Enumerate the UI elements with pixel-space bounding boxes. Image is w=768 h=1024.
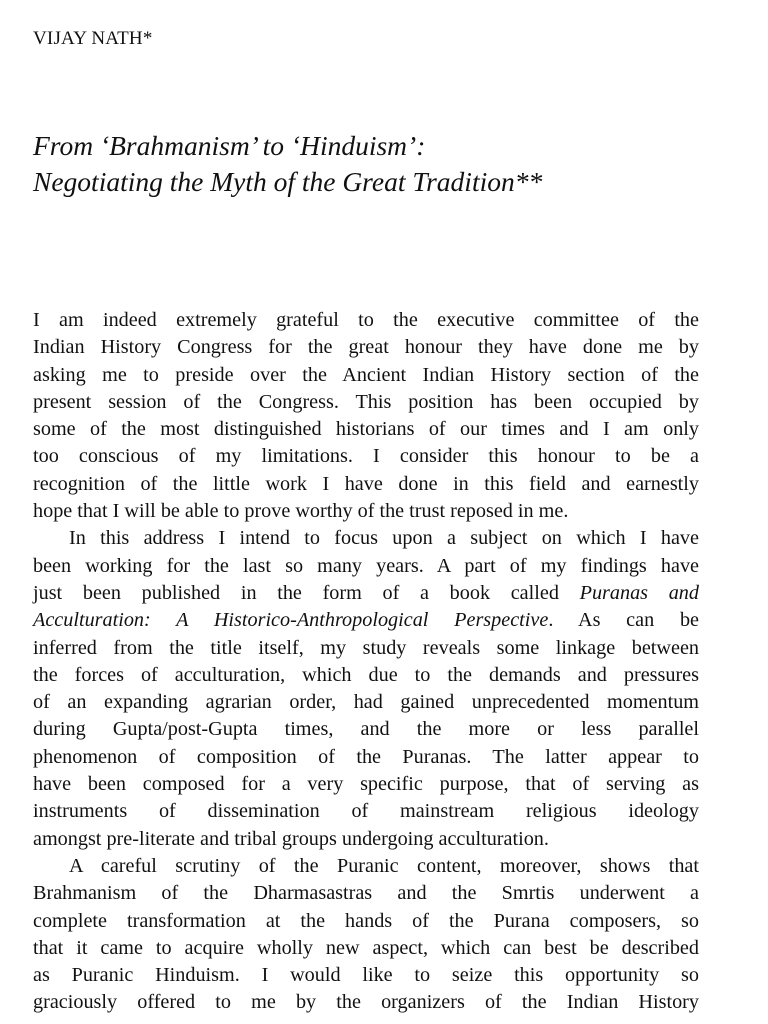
title-line-1: From ‘Brahmanism’ to ‘Hinduism’: — [33, 130, 426, 161]
text-line: Brahmanism of the Dharmasastras and the Smrtis underwent a — [33, 882, 699, 905]
text-line: Indian History Congress for the great honour they have done me by — [33, 336, 699, 359]
article-body — [33, 307, 699, 1017]
text-segment: . As can be — [548, 609, 699, 632]
text-line-with-book-title — [33, 607, 699, 634]
text-line: graciously offered to me by the organizers of the Indian History — [33, 991, 699, 1014]
text-line: as Puranic Hinduism. I would like to seize this opportunity so — [33, 964, 699, 987]
text-line: In this address I intend to focus upon a subject on which I have — [69, 527, 699, 550]
book-title-part-1: Puranas and — [579, 581, 699, 604]
paragraph-2 — [33, 525, 699, 853]
text-line: inferred from the title itself, my study reveals some linkage between — [33, 636, 699, 659]
text-line: hope that I will be able to prove worthy of the trust reposed in me. — [33, 500, 569, 523]
text-line: during Gupta/post-Gupta times, and the more or less parallel — [33, 718, 699, 741]
text-line: of an expanding agrarian order, had gained unprecedented momentum — [33, 691, 699, 714]
article-title — [33, 128, 542, 200]
text-line: some of the most distinguished historians of our times and I am only — [33, 418, 699, 441]
text-line: present session of the Congress. This position has been occupied by — [33, 390, 699, 413]
book-title-part-2: Acculturation: A Historico-Anthropological Perspective — [33, 609, 549, 632]
text-line: been working for the last so many years. A part of my findings have — [33, 554, 699, 577]
text-line: instruments of dissemination of mainstream religious ideology — [33, 800, 699, 823]
text-line: too conscious of my limitations. I consider this honour to be a — [33, 445, 699, 468]
text-line: asking me to preside over the Ancient Indian History section of the — [33, 363, 699, 386]
text-line-with-book-title — [33, 580, 699, 607]
title-line-2: Negotiating the Myth of the Great Tradition** — [33, 166, 543, 197]
text-line: complete transformation at the hands of the Purana composers, so — [33, 909, 699, 932]
text-line: A careful scrutiny of the Puranic content, moreover, shows that — [69, 854, 699, 877]
text-segment: just been published in the form of a book called — [33, 581, 559, 604]
text-line: phenomenon of composition of the Puranas. The latter appear to — [33, 745, 699, 768]
text-line: the forces of acculturation, which due to the demands and pressures — [33, 663, 699, 686]
paragraph-3 — [33, 853, 699, 1017]
text-line: that it came to acquire wholly new aspect, which can best be described — [33, 936, 699, 959]
text-line: I am indeed extremely grateful to the executive committee of the — [33, 309, 699, 331]
text-line: amongst pre-literate and tribal groups undergoing acculturation. — [33, 827, 549, 850]
text-line: recognition of the little work I have done in this field and earnestly — [33, 472, 699, 495]
paragraph-1 — [33, 307, 699, 525]
text-line: have been composed for a very specific purpose, that of serving as — [33, 773, 699, 796]
author-name: VIJAY NATH* — [33, 28, 153, 49]
